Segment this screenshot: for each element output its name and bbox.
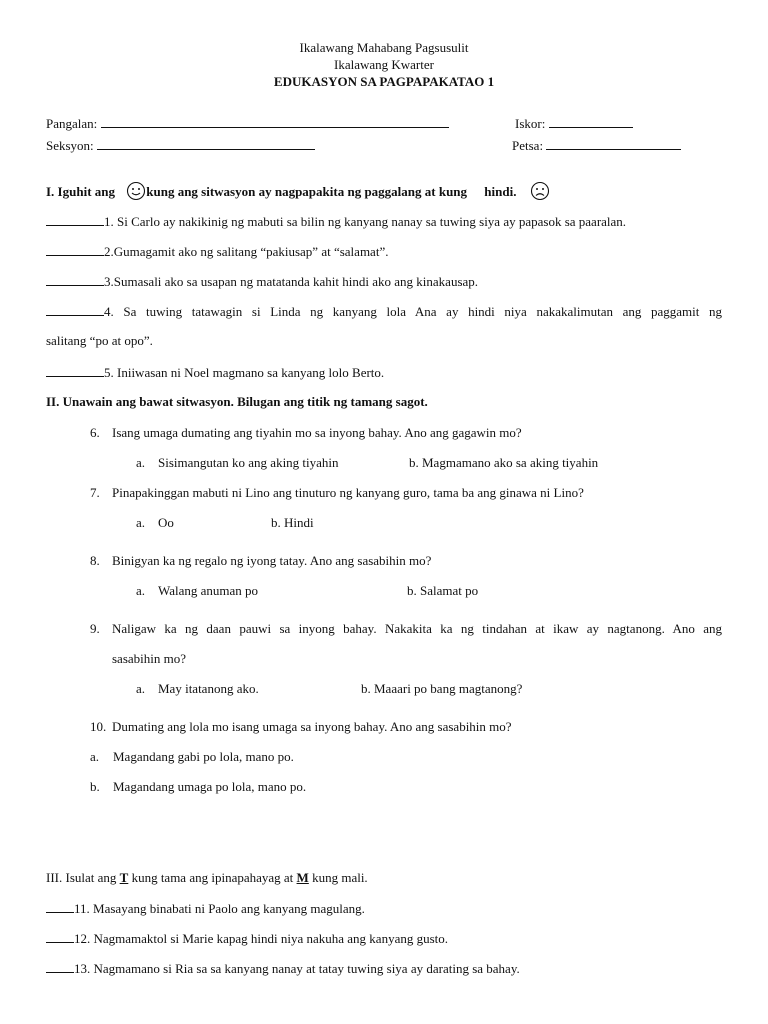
part1-item [46, 243, 388, 260]
question-text: Binigyan ka ng regalo ng iyong tatay. Ano ang sasabihin mo? [112, 553, 432, 568]
item-text: Nagmamaktol si Marie kapag hindi niya nakuha ang kanyang gusto. [93, 931, 449, 946]
part1-heading-text-b: kung ang sitwasyon ay nagpapakita ng paggalang at kung [146, 183, 468, 199]
name-blank[interactable] [101, 115, 449, 128]
item-number: 13. [74, 961, 91, 976]
item-number: 3. [104, 274, 114, 289]
choice-b[interactable]: Magandang umaga po lola, mano po. [113, 779, 307, 794]
choice-b[interactable]: b. Magmamano ako sa aking tiyahin [409, 455, 599, 470]
item-text: Nagmamano si Ria sa sa kanyang nanay at tatay tuwing siya ay darating sa bahay. [93, 961, 520, 976]
choice-a-label: a. [136, 515, 146, 530]
item-number: 2. [104, 244, 114, 259]
choice-a-label: a. [136, 583, 146, 598]
part1-heading-text-a: I. Iguhit ang [46, 183, 115, 199]
section-blank[interactable] [97, 137, 315, 150]
choice-a[interactable]: Walang anuman po [158, 583, 259, 598]
name-field [46, 115, 449, 132]
part1-item [46, 213, 626, 230]
question-text: Dumating ang lola mo isang umaga sa inyong bahay. Ano ang sasabihin mo? [112, 719, 512, 734]
part3-item [46, 960, 520, 977]
choice-a-label: a. [90, 749, 100, 764]
item-text: Masayang binabati ni Paolo ang kanyang magulang. [93, 901, 365, 916]
part1-item-continuation: salitang “po at opo”. [46, 333, 153, 348]
choice-b[interactable]: b. Salamat po [407, 583, 479, 598]
question-number: 8. [90, 553, 100, 568]
score-blank[interactable] [549, 115, 633, 128]
item-text: Sumasali ako sa usapan ng matatanda kahit hindi ako ang kinakausap. [113, 274, 479, 289]
choice-a-label: a. [136, 455, 146, 470]
exam-title-line2: Ikalawang Kwarter [334, 57, 434, 72]
choice-a[interactable]: May itatanong ako. [158, 681, 259, 696]
question-number: 10. [90, 719, 107, 734]
part3-item [46, 900, 365, 917]
date-label: Petsa: [512, 138, 544, 153]
smiley-face-icon [126, 181, 146, 205]
part1-heading [46, 181, 550, 205]
choice-b[interactable]: b. Maaari po bang magtanong? [361, 681, 523, 696]
answer-blank[interactable] [46, 213, 104, 226]
date-blank[interactable] [546, 137, 681, 150]
choice-b[interactable]: b. Hindi [271, 515, 314, 530]
choice-b-label: b. [90, 779, 100, 794]
date-field [512, 137, 681, 154]
choice-a-label: a. [136, 681, 146, 696]
answer-blank[interactable] [46, 243, 104, 256]
choice-a[interactable]: Magandang gabi po lola, mano po. [113, 749, 294, 764]
part2-heading: II. Unawain ang bawat sitwasyon. Bilugan ang titik ng tamang sagot. [46, 394, 428, 409]
item-number: 1. [104, 214, 114, 229]
exam-title-line1: Ikalawang Mahabang Pagsusulit [299, 40, 469, 55]
question-text: Naligaw ka ng daan pauwi sa inyong bahay. Nakakita ka ng tindahan at ikaw ay nagtanong. Ano ang [112, 621, 722, 636]
part1-heading-text-c: hindi. [484, 183, 517, 199]
part3-heading [46, 870, 368, 886]
question-text: Pinapakinggan mabuti ni Lino ang tinuturo ng kanyang guro, tama ba ang ginawa ni Lino? [112, 485, 584, 500]
item-number: 5. [104, 365, 114, 380]
item-number: 12. [74, 931, 91, 946]
false-letter: M [296, 870, 309, 885]
part1-item [46, 273, 478, 290]
question-number: 6. [90, 425, 100, 440]
question-number: 7. [90, 485, 100, 500]
part3-item [46, 930, 448, 947]
item-number: 4. [104, 304, 114, 319]
question-text: Isang umaga dumating ang tiyahin mo sa inyong bahay. Ano ang gagawin mo? [112, 425, 522, 440]
part3-heading-text-a: III. Isulat ang [46, 870, 117, 885]
answer-blank[interactable] [46, 364, 104, 377]
name-label: Pangalan: [46, 116, 98, 131]
question-text-continuation: sasabihin mo? [112, 651, 187, 666]
score-label: Iskor: [515, 116, 546, 131]
part1-item [46, 364, 384, 381]
part3-heading-text-c: kung mali. [312, 870, 368, 885]
answer-blank[interactable] [46, 273, 104, 286]
answer-blank[interactable] [46, 930, 74, 943]
item-text: Iniiwasan ni Noel magmano sa kanyang lolo Berto. [117, 365, 385, 380]
item-text: Gumagamit ako ng salitang “pakiusap” at “salamat”. [113, 244, 389, 259]
subject-title: EDUKASYON SA PAGPAPAKATAO 1 [273, 74, 495, 89]
part3-heading-text-b: kung tama ang ipinapahayag at [131, 870, 294, 885]
question-number: 9. [90, 621, 100, 636]
true-letter: T [119, 870, 129, 885]
frowning-face-icon [530, 181, 550, 205]
item-number: 11. [74, 901, 90, 916]
choice-a[interactable]: Oo [158, 515, 174, 530]
score-field [515, 115, 633, 132]
answer-blank[interactable] [46, 960, 74, 973]
answer-blank[interactable] [46, 900, 74, 913]
part1-item [46, 303, 722, 320]
answer-blank[interactable] [46, 303, 104, 316]
section-field [46, 137, 315, 154]
choice-a[interactable]: Sisimangutan ko ang aking tiyahin [158, 455, 339, 470]
section-label: Seksyon: [46, 138, 94, 153]
item-text: Sa tuwing tatawagin si Linda ng kanyang lola Ana ay hindi niya nakakalimutan ang paggamit ng [123, 304, 723, 319]
item-text: Si Carlo ay nakikinig ng mabuti sa bilin ng kanyang nanay sa tuwing siya ay papasok sa paaralan. [117, 214, 627, 229]
